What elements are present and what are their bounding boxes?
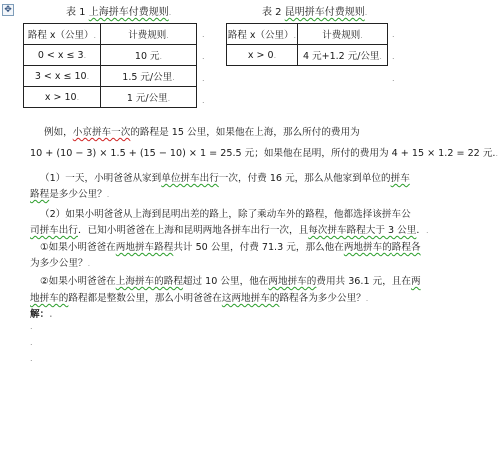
table1-caption-main: 上海拼车付费规则: [88, 7, 169, 18]
table1-caption: 表 1 上海拼车付费规则.: [66, 7, 172, 18]
table2: [226, 23, 388, 66]
table-header-cell: 计费规则.: [101, 24, 197, 45]
table1: [23, 23, 197, 108]
table-row: [24, 87, 197, 108]
table-row: [227, 45, 388, 66]
table-cell: 0 < x ≤ 3.: [24, 45, 101, 66]
example-line-1: 例如，小京拼车一次的路程是 15 公里，如果他在上海，那么所付的费用为: [44, 127, 360, 138]
table-row: [227, 24, 388, 45]
table2-caption-prefix: 表 2: [262, 7, 285, 18]
table-header-cell: 路程 x（公里）.: [24, 24, 101, 45]
empty-paragraph-mark: .: [30, 354, 33, 363]
q1-line-2: 路程是多少公里？.: [30, 189, 110, 200]
table-row: [24, 45, 197, 66]
table-row: [24, 66, 197, 87]
q1-line-1: （1）一天，小明爸爸从家到单位拼车出行一次，付费 16 元，那么从他家到单位的拼车: [40, 173, 410, 184]
table-cell: 10 元.: [101, 45, 197, 66]
table1-caption-prefix: 表 1: [66, 7, 89, 18]
table-cell: 1.5 元/公里.: [101, 66, 197, 87]
q2-line-1: （2）如果小明爸爸从上海到昆明出差的路上，除了乘动车外的路程，他都选择该拼车公: [40, 209, 411, 220]
table-move-handle-icon[interactable]: ✥: [2, 4, 14, 16]
table-row: [24, 24, 197, 45]
table-cell: x > 0.: [227, 45, 298, 66]
table-header-cell: 计费规则.: [298, 24, 388, 45]
table-cell: x > 10.: [24, 87, 101, 108]
table-cell: 4 元+1.2 元/公里.: [298, 45, 388, 66]
q2-sub1-line-2: 为多少公里？.: [30, 258, 91, 269]
table2-caption-main: 昆明拼车付费规则: [284, 7, 365, 18]
table-header-cell: 路程 x（公里）.: [227, 24, 298, 45]
empty-paragraph-mark: .: [30, 322, 33, 331]
table2-caption: 表 2 昆明拼车付费规则.: [262, 7, 368, 18]
example-line-2: 10 + (10 − 3) × 1.5 + (15 − 10) × 1 = 25.5 元；如果他在昆明，所付的费用为 4 + 15 × 1.2 = 22 元..: [30, 148, 498, 159]
q2-line-2: 司拼车出行．已知小明爸爸在上海和昆明两地各拼车出行一次，且每次拼车路程大于 3 公里．.: [30, 225, 429, 236]
q2-sub2-line-2: 地拼车的路程都是整数公里，那么小明爸爸在这两地拼车的路程各为多少公里？.: [30, 293, 369, 304]
solution-label: 解：.: [30, 309, 53, 320]
empty-paragraph-mark: .: [30, 338, 33, 347]
table-cell: 3 < x ≤ 10.: [24, 66, 101, 87]
q2-sub2-line-1: ②如果小明爸爸在上海拼车的路程超过 10 公里，他在两地拼车的费用共 36.1 元，且在两: [40, 276, 421, 287]
q2-sub1-line-1: ①如果小明爸爸在两地拼车路程共计 50 公里，付费 71.3 元，那么他在两地拼车的路程各: [40, 242, 421, 253]
table-cell: 1 元/公里.: [101, 87, 197, 108]
